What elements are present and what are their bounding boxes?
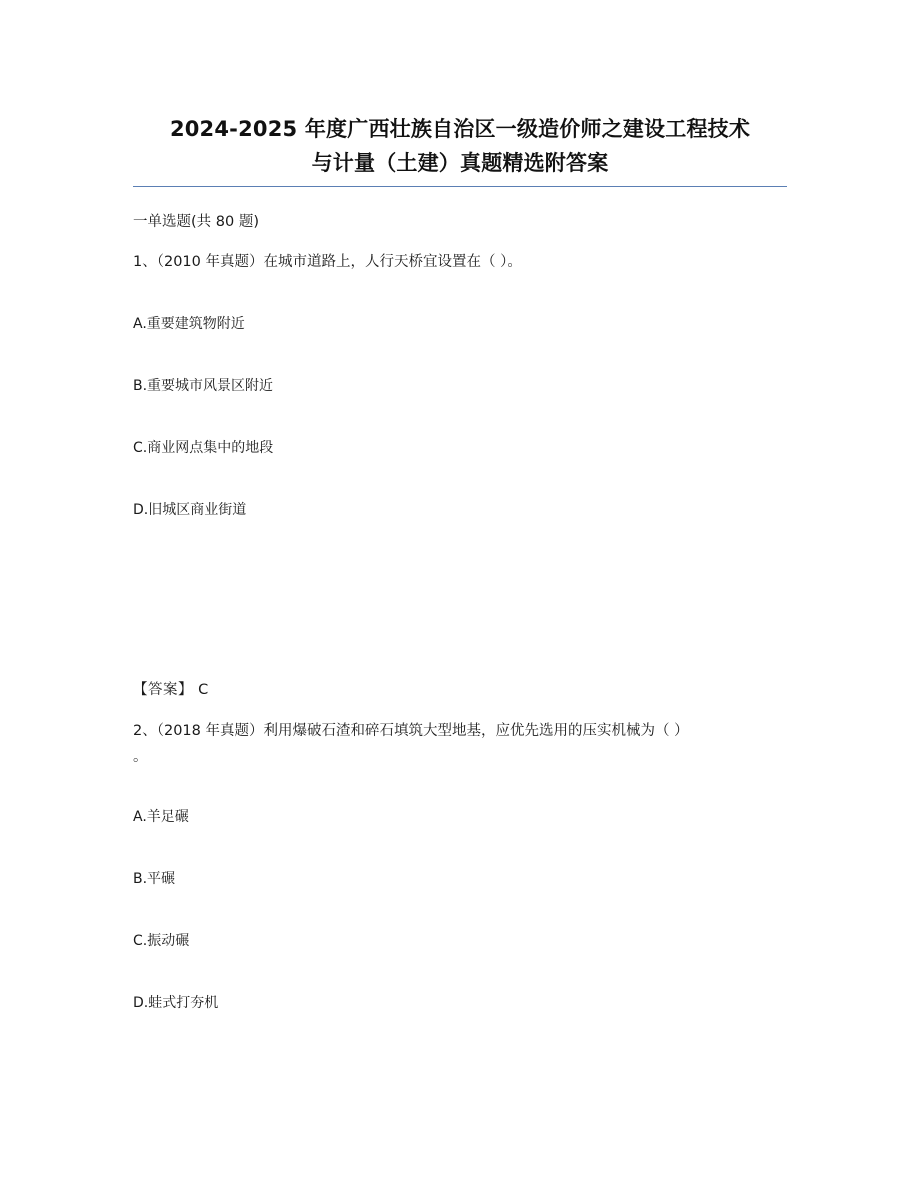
section-heading: 一单选题(共 80 题) [133,214,259,230]
document-title [133,112,787,180]
question-2-option-b: B.平碾 [133,871,176,887]
question-2-stem-line-2: 。 [133,749,148,765]
question-2-option-c: C.振动碾 [133,933,190,949]
question-1-answer: 【答案】 C [133,682,209,698]
question-2-option-a: A.羊足碾 [133,809,189,825]
title-divider [133,186,787,187]
question-1-option-a: A.重要建筑物附近 [133,316,245,332]
document-title-line-2: 与计量（土建）真题精选附答案 [311,151,609,175]
question-1-option-d: D.旧城区商业街道 [133,502,247,518]
question-1-stem: 1、（2010 年真题）在城市道路上，人行天桥宜设置在（ ）。 [133,254,522,270]
document-title-line-1: 2024-2025 年度广西壮族自治区一级造价师之建设工程技术 [169,117,751,141]
question-2-option-d: D.蛙式打夯机 [133,995,219,1011]
question-1-option-b: B.重要城市风景区附近 [133,378,274,394]
question-1-option-c: C.商业网点集中的地段 [133,440,274,456]
question-2-stem-line-1: 2、（2018 年真题）利用爆破石渣和碎石填筑大型地基，应优先选用的压实机械为（ ） [133,723,689,739]
